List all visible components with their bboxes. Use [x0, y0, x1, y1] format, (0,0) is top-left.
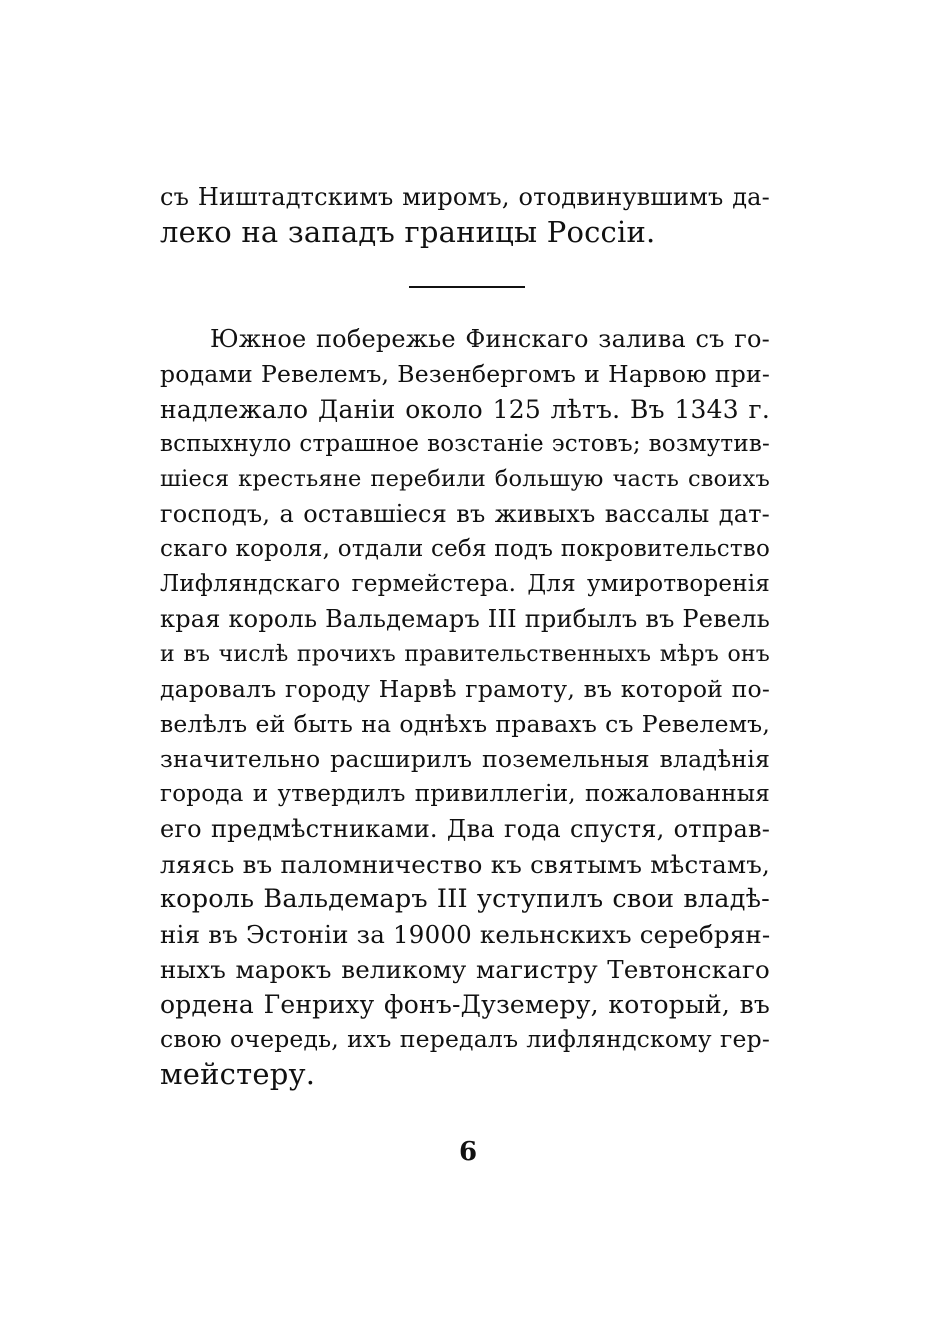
text-line: ляясь въ паломничество къ святымъ мѣстамъ, — [160, 850, 770, 879]
section-divider — [409, 286, 525, 288]
text-line: скаго короля, отдали себя подъ покровительство — [160, 536, 770, 562]
text-line: Лифляндскаго гермейстера. Для умиротворенія — [160, 571, 770, 597]
page-number: 6 — [458, 1137, 478, 1167]
text-line: ордена Генриху фонъ-Дуземеру, который, въ — [160, 990, 770, 1019]
text-line: края король Вальдемаръ III прибылъ въ Ревель — [160, 605, 770, 633]
text-line: король Вальдемаръ III уступилъ свои владѣ- — [160, 884, 770, 914]
top-paragraph — [160, 180, 770, 250]
text-line: даровалъ городу Нарвѣ грамоту, въ которой по- — [160, 675, 770, 703]
text-line: города и утвердилъ привиллегіи, пожалованныя — [160, 781, 770, 807]
text-line: съ Ништадтскимъ миромъ, отодвинувшимъ да- — [160, 183, 770, 211]
text-line: свою очередь, ихъ передалъ лифляндскому гер- — [160, 1025, 770, 1053]
text-line: его предмѣстниками. Два года спустя, отправ- — [160, 815, 770, 843]
text-line: ныхъ марокъ великому магистру Тевтонскаго — [160, 955, 770, 984]
text-line: вспыхнуло страшное возстаніе эстовъ; возмутив- — [160, 431, 770, 457]
text-line: и въ числѣ прочихъ правительственныхъ мѣръ онъ — [160, 642, 770, 667]
text-line: велѣлъ ей быть на однѣхъ правахъ съ Ревелемъ, — [160, 710, 770, 738]
text-line: мейстеру. — [160, 1057, 316, 1091]
text-line: нія въ Эстоніи за 19000 кельнскихъ серебрян- — [160, 920, 771, 949]
text-line: Южное побережье Финскаго залива съ го- — [210, 325, 770, 353]
text-line: шіеся крестьяне перебили большую часть своихъ — [160, 466, 770, 492]
text-line: леко на западъ границы Россіи. — [160, 215, 656, 249]
text-line: родами Ревелемъ, Везенбергомъ и Нарвою при- — [160, 360, 770, 388]
text-line: надлежало Даніи около 125 лѣтъ. Въ 1343 г. — [160, 395, 770, 424]
main-paragraph — [160, 322, 770, 1092]
text-line: значительно расширилъ поземельныя владѣнія — [160, 745, 770, 773]
text-line: господъ, а оставшіеся въ живыхъ вассалы дат- — [160, 500, 770, 528]
